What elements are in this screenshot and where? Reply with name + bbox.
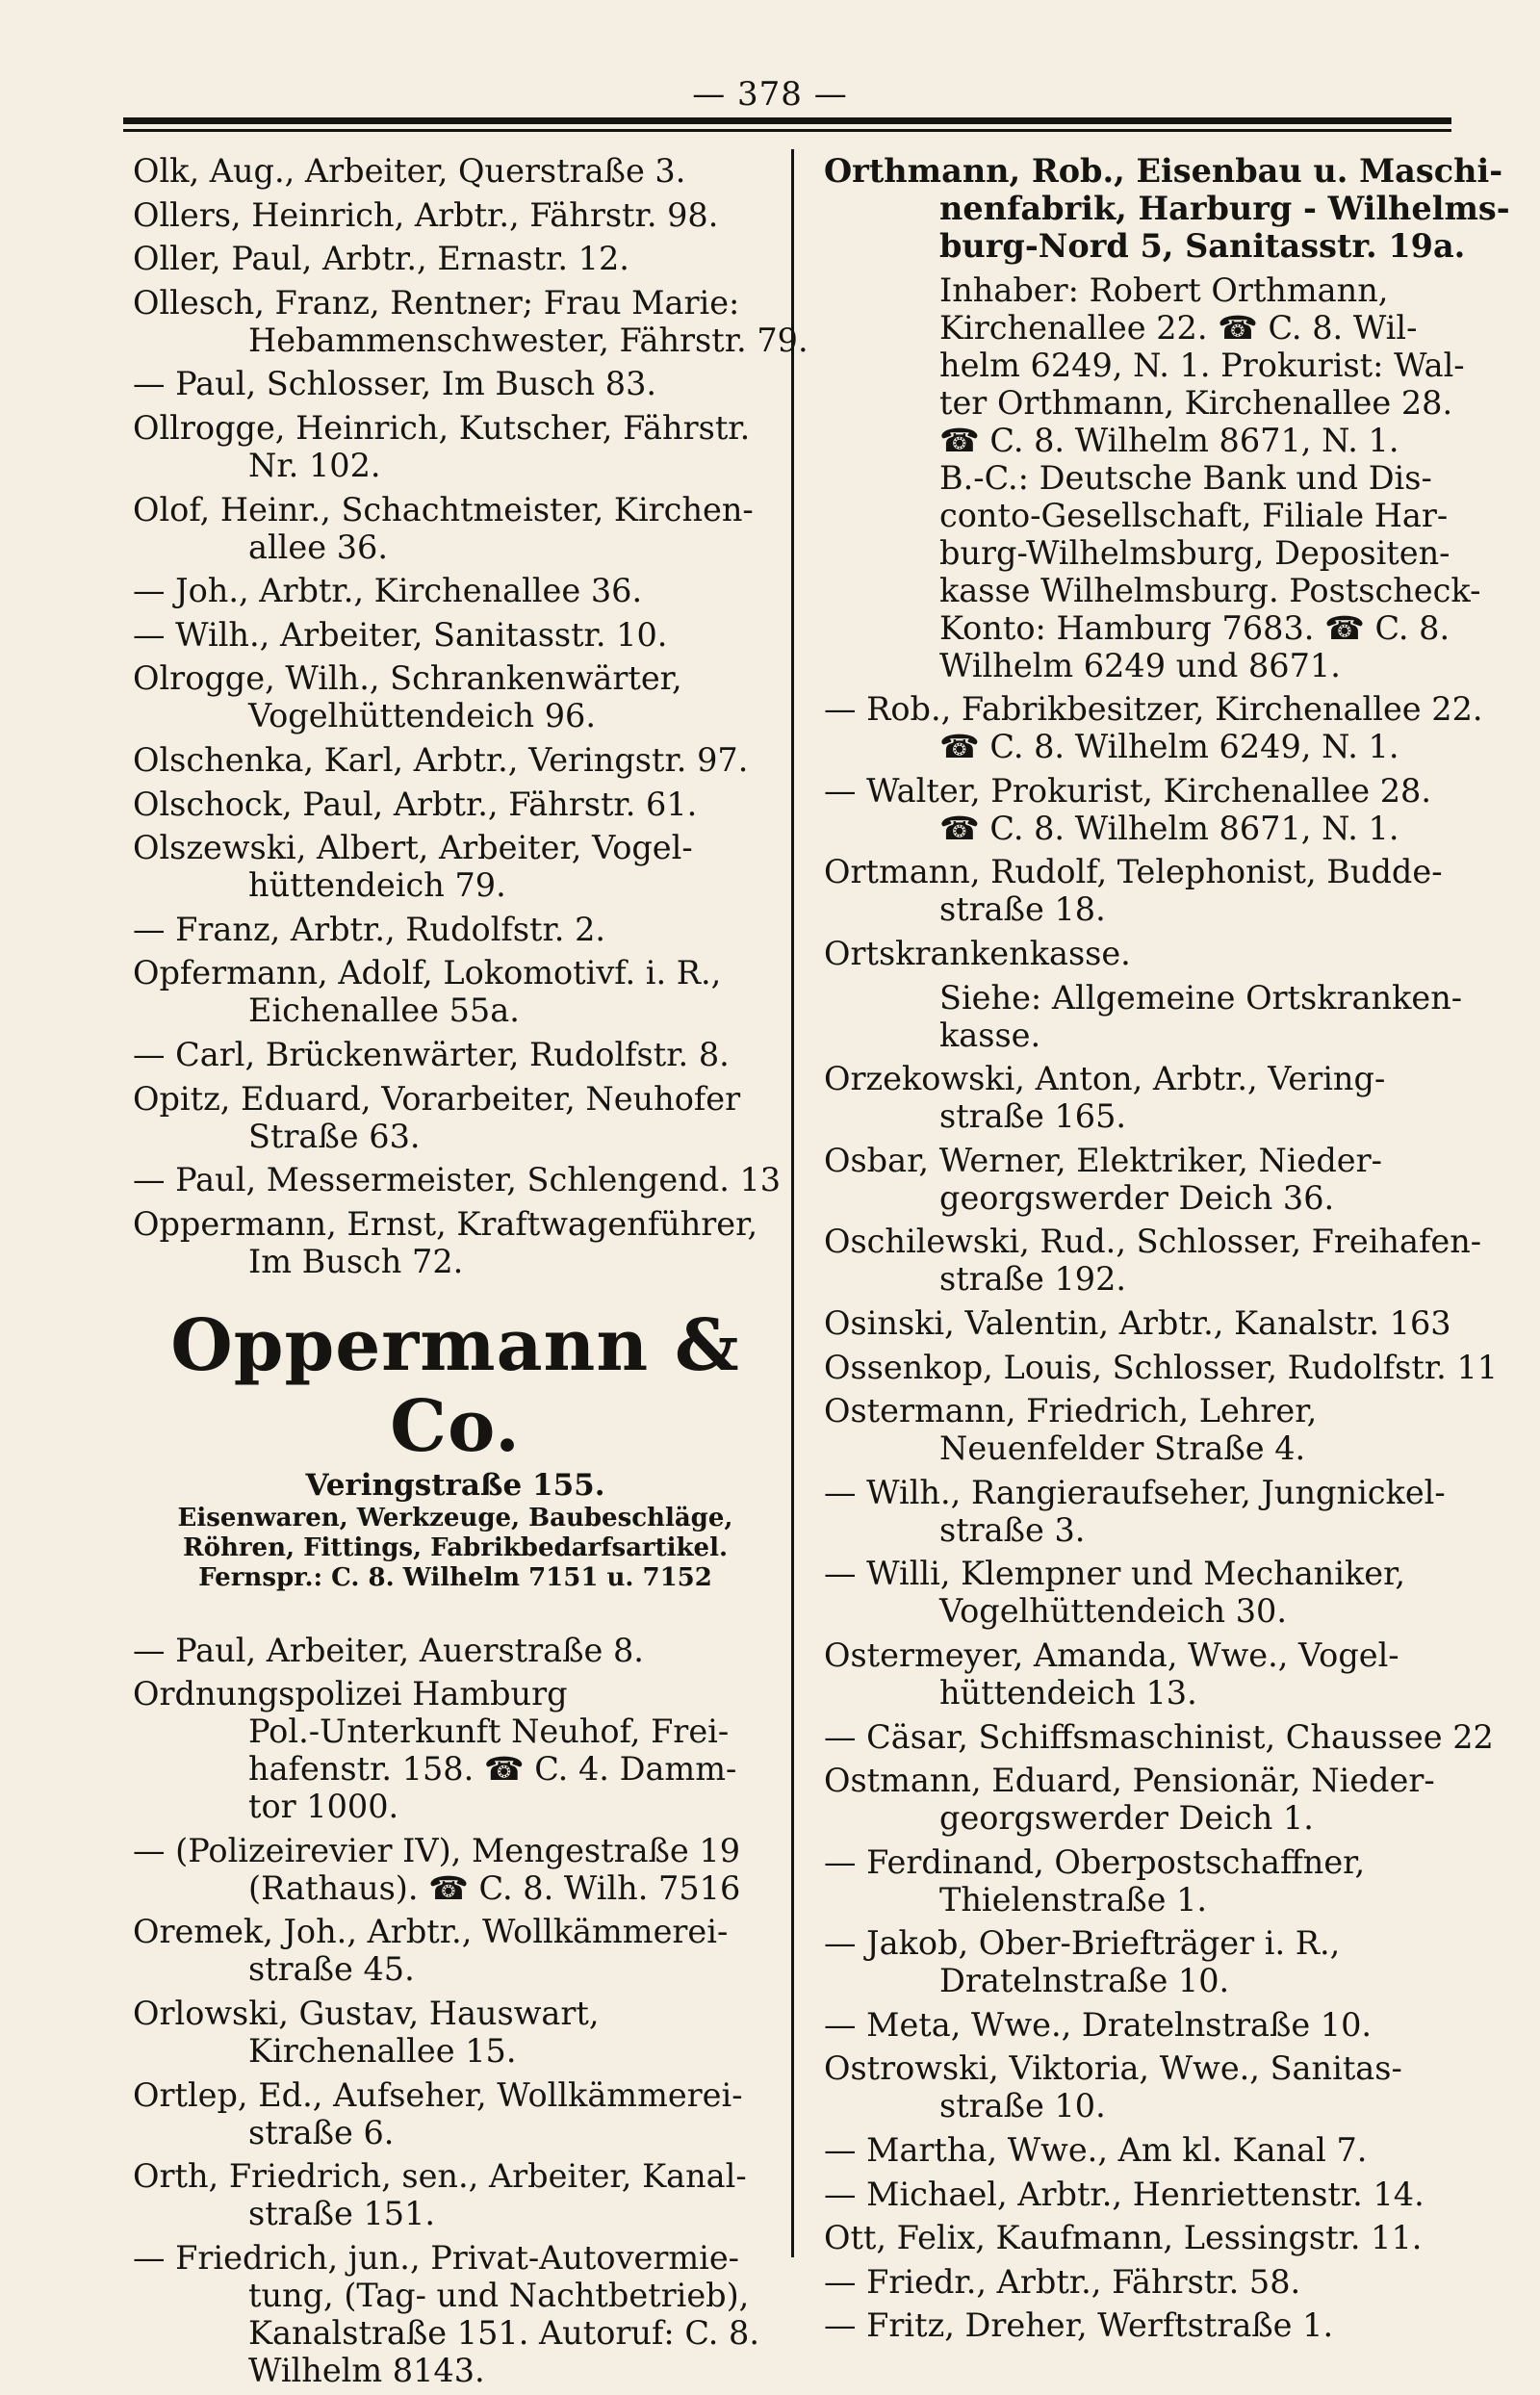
entry-line: Im Busch 72.: [248, 1242, 464, 1280]
entry-line: straße 151.: [248, 2195, 436, 2233]
entry-line: Oppermann, Ernst, Kraftwagenführer,: [133, 1204, 758, 1243]
directory-entry: [133, 1205, 778, 1280]
entry-line: Ollers, Heinrich, Arbtr., Fährstr. 98.: [133, 195, 719, 234]
directory-entry: [133, 616, 778, 654]
entry-line: burg-Nord 5, Sanitasstr. 19a.: [939, 227, 1466, 265]
directory-entry: [824, 1555, 1459, 1630]
directory-entry: [824, 690, 1483, 766]
entry-line: hüttendeich 79.: [248, 866, 506, 905]
directory-entry: [133, 1832, 778, 1907]
directory-entry: [824, 1304, 1459, 1342]
directory-entry: [133, 1161, 782, 1199]
entry-line: straße 45.: [248, 1950, 415, 1989]
entry-line: helm 6249, N. 1. Prokurist: Wal-: [939, 346, 1465, 384]
entry-line: Konto: Hamburg 7683. ☎ C. 8.: [939, 608, 1450, 647]
directory-entry: [133, 1632, 778, 1669]
directory-entry: [133, 829, 778, 904]
entry-line: — Joh., Arbtr., Kirchenallee 36.: [133, 572, 643, 610]
entry-line: Eichenallee 55a.: [248, 991, 520, 1030]
left-entries-after: [133, 1632, 778, 2389]
entry-line: — Franz, Arbtr., Rudolfstr. 2.: [133, 910, 606, 948]
directory-entry: [133, 2157, 778, 2232]
directory-entry: [133, 365, 778, 402]
entry-line: — Meta, Wwe., Dratelnstraße 10.: [824, 2005, 1373, 2044]
ad-line: Fernspr.: C. 8. Wilhelm 7151 u. 7152: [198, 1562, 712, 1592]
entry-line: — Friedrich, jun., Privat-Autovermie-: [133, 2238, 739, 2277]
directory-entry: [133, 1675, 778, 1825]
directory-entry: [133, 785, 778, 823]
directory-entry: [824, 1392, 1459, 1467]
entry-line: Vogelhüttendeich 96.: [248, 697, 596, 735]
entry-line: — Paul, Schlosser, Im Busch 83.: [133, 365, 657, 403]
entry-line: Pol.-Unterkunft Neuhof, Frei-: [248, 1713, 730, 1751]
directory-entry: [824, 1762, 1459, 1837]
ad-street: Veringstraße 155.: [305, 1467, 605, 1503]
entry-line: — (Polizeirevier IV), Mengestraße 19: [133, 1831, 741, 1869]
entry-line: Wilhelm 6249 und 8671.: [939, 646, 1341, 684]
directory-entry: [133, 1080, 778, 1155]
entry-line: Neuenfelder Straße 4.: [939, 1429, 1306, 1468]
entry-line: — Wilh., Rangieraufseher, Jungnickel-: [824, 1473, 1446, 1511]
entry-line: Wilhelm 8143.: [248, 2351, 485, 2389]
directory-entry: [824, 1717, 1494, 1756]
entry-line: Dratelnstraße 10.: [939, 1962, 1230, 2000]
entry-line: ter Orthmann, Kirchenallee 28.: [939, 383, 1453, 422]
entry-line: Ollrogge, Heinrich, Kutscher, Fährstr.: [133, 408, 751, 447]
directory-entry: [824, 152, 1510, 265]
entry-line: — Martha, Wwe., Am kl. Kanal 7.: [824, 2131, 1368, 2170]
directory-entry: [824, 2219, 1459, 2256]
entry-line: allee 36.: [248, 528, 388, 566]
entry-line: Ostrowski, Viktoria, Wwe., Sanitas-: [824, 2049, 1402, 2088]
entry-line: Olk, Aug., Arbeiter, Querstraße 3.: [133, 152, 686, 190]
entry-line: Kanalstraße 151. Autoruf: C. 8.: [248, 2313, 760, 2352]
entry-line: Olschock, Paul, Arbtr., Fährstr. 61.: [133, 785, 698, 823]
directory-entry: [133, 491, 778, 566]
directory-entry: [133, 659, 778, 734]
directory-entry: [824, 853, 1459, 928]
directory-entry: [133, 240, 778, 277]
directory-entry: [133, 954, 778, 1029]
entry-line: Thielenstraße 1.: [939, 1880, 1208, 1919]
page-number: — 378 —: [692, 75, 848, 114]
entry-line: Straße 63.: [248, 1117, 421, 1155]
entry-line: Olof, Heinr., Schachtmeister, Kirchen-: [133, 490, 754, 528]
entry-line: tor 1000.: [248, 1788, 399, 1826]
entry-line: — Ferdinand, Oberpostschaffner,: [824, 1842, 1366, 1881]
entry-line: straße 192.: [939, 1260, 1127, 1299]
entry-line: Olszewski, Albert, Arbeiter, Vogel-: [133, 829, 693, 867]
directory-entry: [824, 935, 1459, 972]
entry-line: hafenstr. 158. ☎ C. 4. Damm-: [248, 1750, 737, 1789]
entry-line: Olschenka, Karl, Arbtr., Veringstr. 97.: [133, 740, 749, 779]
header-rule-thick: [123, 117, 1451, 124]
directory-entry: [824, 2006, 1459, 2044]
entry-line: Osbar, Werner, Elektriker, Nieder-: [824, 1141, 1382, 1179]
entry-line: — Willi, Klempner und Mechaniker,: [824, 1555, 1406, 1593]
header-rule-thin: [123, 129, 1451, 132]
directory-entry: [133, 2076, 778, 2151]
entry-line: Opitz, Eduard, Vorarbeiter, Neuhofer: [133, 1079, 741, 1118]
directory-entry: [133, 741, 778, 779]
entry-line: Ott, Felix, Kaufmann, Lessingstr. 11.: [824, 2219, 1423, 2257]
left-entries: [133, 152, 808, 1280]
entry-line: Olrogge, Wilh., Schrankenwärter,: [133, 659, 682, 698]
directory-entry: [133, 572, 778, 609]
entry-line: conto-Gesellschaft, Filiale Har-: [939, 496, 1449, 534]
entry-line: Ortskrankenkasse.: [824, 934, 1131, 972]
entry-line: nenfabrik, Harburg - Wilhelms-: [939, 190, 1510, 227]
entry-line: — Paul, Messermeister, Schlengend. 13: [133, 1161, 782, 1199]
entry-line: — Friedr., Arbtr., Fährstr. 58.: [824, 2262, 1301, 2301]
left-column: [133, 152, 808, 2395]
entry-line: Orlowski, Gustav, Hauswart,: [133, 1995, 600, 2033]
entry-line: — Jakob, Ober-Briefträger i. R.,: [824, 1924, 1341, 1963]
entry-line: Osinski, Valentin, Arbtr., Kanalstr. 163: [824, 1303, 1451, 1342]
entry-line: Ostermann, Friedrich, Lehrer,: [824, 1392, 1318, 1430]
entry-line: Orth, Friedrich, sen., Arbeiter, Kanal-: [133, 2157, 747, 2196]
directory-entry: [824, 2176, 1459, 2213]
entry-line: tung, (Tag- und Nachtbetrieb),: [248, 2276, 750, 2314]
directory-entry: [824, 1474, 1459, 1549]
entry-line: — Paul, Arbeiter, Auerstraße 8.: [133, 1631, 644, 1669]
entry-line: ☎ C. 8. Wilhelm 8671, N. 1.: [939, 809, 1399, 847]
entry-line: Vogelhüttendeich 30.: [939, 1592, 1287, 1631]
directory-entry: [824, 772, 1459, 847]
entry-line: straße 18.: [939, 890, 1106, 929]
entry-line: georgswerder Deich 36.: [939, 1178, 1335, 1217]
column-divider: [791, 149, 794, 2257]
entry-line: Ollesch, Franz, Rentner; Frau Marie:: [133, 283, 740, 322]
entry-line: Ostmann, Eduard, Pensionär, Nieder-: [824, 1762, 1435, 1800]
directory-entry: [133, 409, 778, 484]
entry-line: burg-Wilhelmsburg, Depositen-: [939, 533, 1450, 572]
entry-line: — Carl, Brückenwärter, Rudolfstr. 8.: [133, 1035, 730, 1073]
entry-line: ☎ C. 8. Wilhelm 6249, N. 1.: [939, 728, 1399, 766]
entry-line: kasse Wilhelmsburg. Postscheck-: [939, 571, 1481, 609]
directory-entry: [133, 2239, 778, 2389]
directory-entry: [824, 1060, 1459, 1135]
entry-line: Oschilewski, Rud., Schlosser, Freihafen-: [824, 1223, 1482, 1261]
directory-entry: [133, 283, 808, 359]
advertisement: [133, 1305, 778, 1593]
directory-entry: [133, 196, 778, 234]
entry-line: Nr. 102.: [248, 446, 381, 484]
directory-entry: [824, 978, 1463, 1054]
entry-line: Ossenkop, Louis, Schlosser, Rudolfstr. 11: [824, 1348, 1499, 1386]
entry-line: straße 165.: [939, 1097, 1127, 1136]
entry-line: Kirchenallee 22. ☎ C. 8. Wil-: [939, 308, 1418, 347]
entry-line: — Cäsar, Schiffsmaschinist, Chaussee 22: [824, 1717, 1494, 1756]
directory-entry: [824, 1348, 1499, 1386]
entry-line: straße 3.: [939, 1510, 1086, 1549]
ad-company-name: Oppermann & Co.: [170, 1303, 740, 1468]
entry-line: Opfermann, Adolf, Lokomotivf. i. R.,: [133, 954, 722, 992]
directory-entry: [824, 1843, 1459, 1919]
entry-line: B.-C.: Deutsche Bank und Dis-: [939, 458, 1432, 497]
entry-line: — Rob., Fabrikbesitzer, Kirchenallee 22.: [824, 690, 1483, 729]
entry-line: Ordnungspolizei Hamburg: [133, 1675, 568, 1713]
directory-entry: [824, 2306, 1459, 2344]
entry-line: — Michael, Arbtr., Henriettenstr. 14.: [824, 2175, 1424, 2213]
right-column: [824, 152, 1510, 2351]
right-entries: [824, 152, 1510, 2345]
entry-line: Ostermeyer, Amanda, Wwe., Vogel-: [824, 1635, 1399, 1674]
entry-line: Kirchenallee 15.: [248, 2032, 517, 2071]
entry-line: — Fritz, Dreher, Werftstraße 1.: [824, 2306, 1334, 2345]
ad-line: Röhren, Fittings, Fabrikbedarfsartikel.: [183, 1532, 728, 1562]
directory-entry: [824, 2131, 1459, 2169]
directory-entry: [133, 1913, 778, 1988]
directory-entry: [133, 911, 778, 948]
directory-entry: [133, 1036, 778, 1073]
directory-entry: [824, 1636, 1459, 1712]
entry-line: Inhaber: Robert Orthmann,: [939, 270, 1389, 309]
entry-line: georgswerder Deich 1.: [939, 1799, 1314, 1838]
entry-line: Orthmann, Rob., Eisenbau u. Maschi-: [824, 152, 1503, 190]
ad-line: Eisenwaren, Werkzeuge, Baubeschläge,: [177, 1503, 733, 1532]
entry-line: Ortmann, Rudolf, Telephonist, Budde-: [824, 853, 1443, 891]
entry-line: straße 6.: [248, 2113, 395, 2151]
entry-line: straße 10.: [939, 2087, 1106, 2125]
entry-line: Ortlep, Ed., Aufseher, Wollkämmerei-: [133, 2075, 743, 2114]
directory-entry: [824, 2263, 1459, 2301]
directory-entry: [824, 1223, 1482, 1299]
directory-entry: [133, 152, 778, 190]
directory-entry: [824, 1142, 1459, 1217]
entry-line: ☎ C. 8. Wilhelm 8671, N. 1.: [939, 421, 1399, 459]
entry-line: kasse.: [939, 1016, 1041, 1054]
entry-line: Siehe: Allgemeine Ortskranken-: [939, 978, 1463, 1017]
entry-line: Oremek, Joh., Arbtr., Wollkämmerei-: [133, 1913, 729, 1951]
directory-entry: [824, 1924, 1459, 1999]
entry-line: Oller, Paul, Arbtr., Ernastr. 12.: [133, 240, 629, 278]
entry-line: hüttendeich 13.: [939, 1673, 1197, 1712]
directory-entry: [824, 270, 1481, 684]
entry-line: (Rathaus). ☎ C. 8. Wilh. 7516: [248, 1868, 741, 1907]
directory-entry: [824, 2049, 1459, 2125]
entry-line: — Walter, Prokurist, Kirchenallee 28.: [824, 771, 1432, 810]
entry-line: Orzekowski, Anton, Arbtr., Vering-: [824, 1060, 1386, 1098]
entry-line: Hebammenschwester, Fährstr. 79.: [248, 321, 808, 359]
directory-entry: [133, 1995, 778, 2070]
entry-line: — Wilh., Arbeiter, Sanitasstr. 10.: [133, 615, 668, 654]
